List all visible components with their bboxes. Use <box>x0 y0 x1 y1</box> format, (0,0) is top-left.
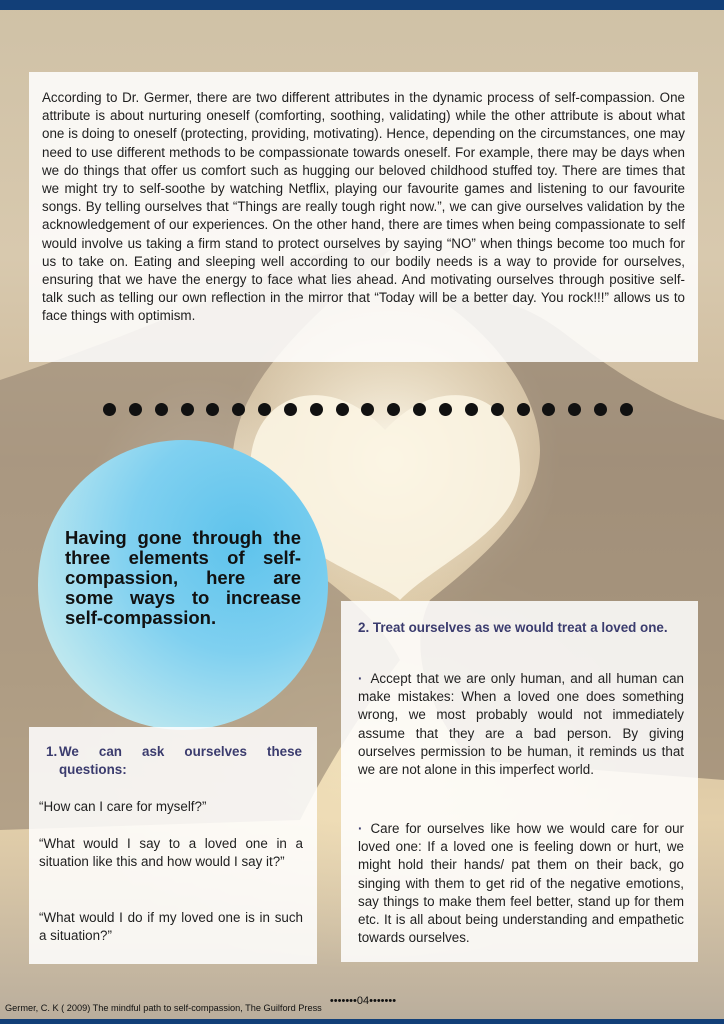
treat-ourselves-box <box>341 601 698 962</box>
questions-box <box>29 727 317 964</box>
divider-dot <box>517 403 530 416</box>
divider-dot <box>310 403 323 416</box>
divider-dot <box>491 403 504 416</box>
section1-heading-text: We can ask ourselves these questions: <box>59 744 302 777</box>
divider-dot <box>181 403 194 416</box>
divider-dot <box>361 403 374 416</box>
bottom-bar <box>0 1019 724 1024</box>
divider-dot <box>542 403 555 416</box>
divider-dot <box>439 403 452 416</box>
intro-paragraph: According to Dr. Germer, there are two different attributes in the dynamic process of self-compassion. One attribute is about nurturing oneself (comforting, soothing, validating) while the other attribute is about what one is doing to oneself (protecting, providing, motivating). Hence, depending on the circumstances, one may need to use different methods to be compassionate towards oneself. For example, there may be days when we do things that offer us comfort such as hugging our beloved childhood stuffed toy. There are times that we might try to self-soothe by watching Netflix, playing our favourite games and listening to our favourite songs. By telling ourselves that “Things are really tough right now.”, we can give ourselves validation by the acknowledgement of our experiences. On the other hand, there are times when being compassionate to self would involve us taking a firm stand to protect ourselves by saying “NO” when things become too much for us to take on. Eating and sleeping well according to our bodily needs is a way to provide for ourselves, ensuring that we have the energy to face what lies ahead. And motivating ourselves through positive self-talk such as telling our own reflection in the mirror that “Today will be a better day. You rock!!!” allows us to face things with optimism. <box>42 90 685 324</box>
divider-dot <box>594 403 607 416</box>
question-3: “What would I do if my loved one is in such a situation?” <box>39 910 303 944</box>
section1-number: 1. <box>46 744 58 759</box>
footer-citation: Germer, C. K ( 2009) The mindful path to self-compassion, The Guilford Press <box>5 1003 322 1013</box>
divider-dot <box>387 403 400 416</box>
page-number: •••••••04••••••• <box>329 995 397 1007</box>
divider-dot <box>568 403 581 416</box>
divider-dot <box>129 403 142 416</box>
section2-point-2 <box>358 820 684 947</box>
section2-heading: 2. Treat ourselves as we would treat a loved one. <box>358 620 668 635</box>
section2-point-1-text: Accept that we are only human, and all human can make mistakes: When a loved one does something wrong, we most probably would not immediately assume that they are a bad person. By giving ourselves permission to be human, it reminds us that we are not alone in this imperfect world. <box>358 671 684 778</box>
divider-dot <box>620 403 633 416</box>
divider-dot <box>232 403 245 416</box>
section2-point-2-text: Care for ourselves like how we would care for our loved one: If a loved one is feeling down or hurt, we might hold their hands/ pat them on their back, go singing with them to get rid of the negative emotions, say things to make them feel better, stand up for them etc. It is all about being understanding and empathetic towards ourselves. <box>358 821 684 946</box>
question-1: “How can I care for myself?” <box>39 799 207 814</box>
divider-dot <box>103 403 116 416</box>
question-2: “What would I say to a loved one in a situation like this and how would I say it?” <box>39 836 303 870</box>
divider-dot <box>336 403 349 416</box>
divider-dot <box>284 403 297 416</box>
bullet-mark: · <box>358 671 363 686</box>
divider-dot <box>155 403 168 416</box>
callout-text: Having gone through the three elements of self-compassion, here are some ways to increase self-compassion. <box>65 527 301 628</box>
bullet-mark: · <box>358 821 363 836</box>
divider-dot <box>258 403 271 416</box>
intro-text-box <box>29 72 698 362</box>
divider-dot <box>465 403 478 416</box>
section2-point-1 <box>358 670 684 779</box>
divider-dot <box>413 403 426 416</box>
divider-dot <box>206 403 219 416</box>
dot-divider <box>103 401 633 417</box>
section1-heading <box>46 743 302 779</box>
